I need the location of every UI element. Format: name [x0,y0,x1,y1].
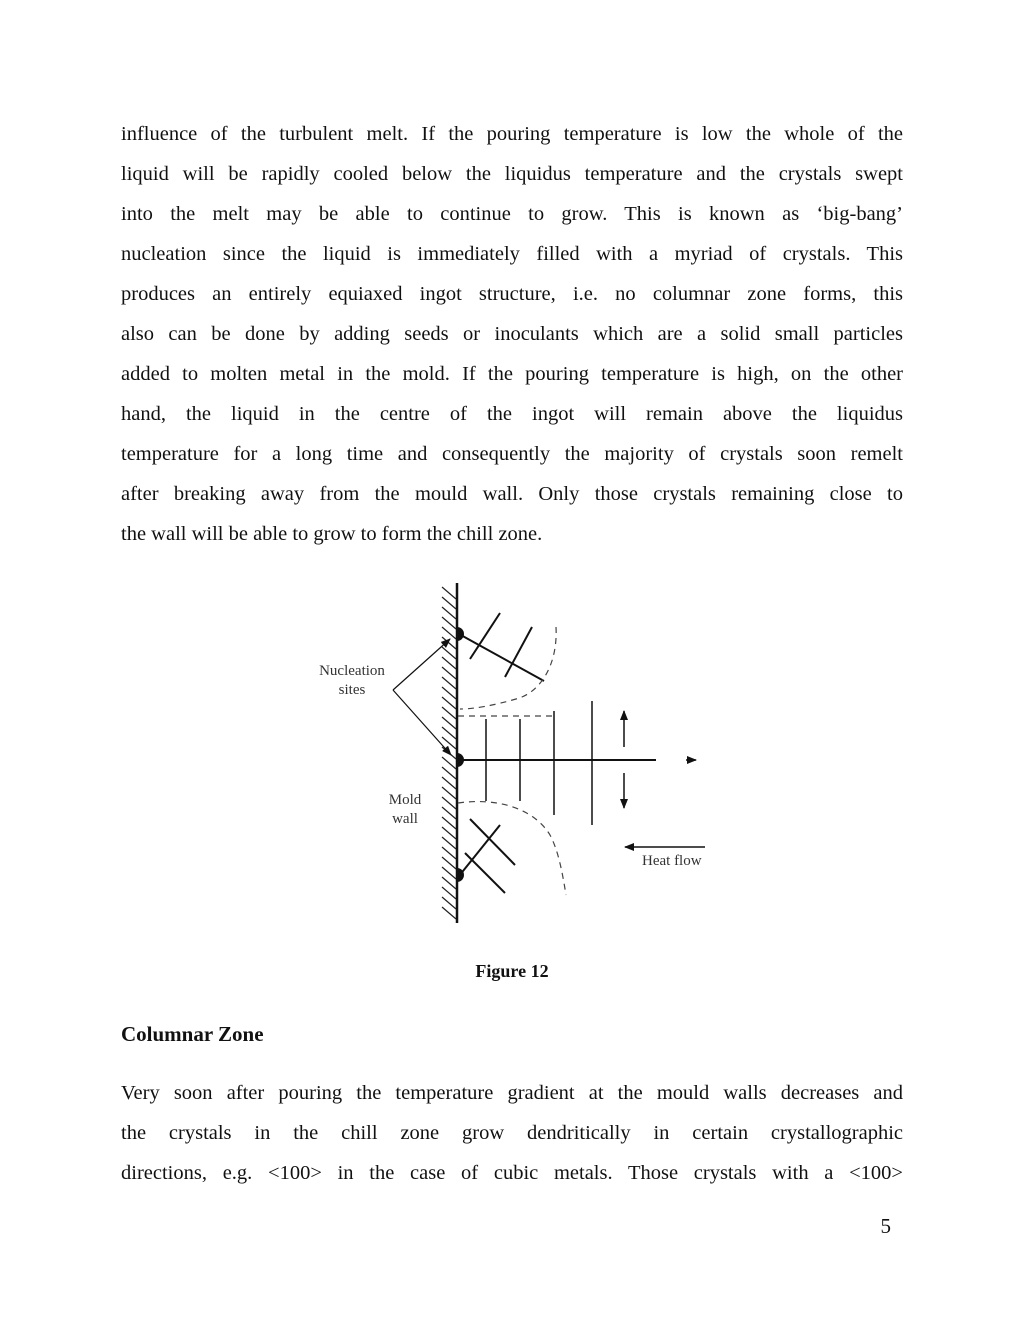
chill-zone-diagram [300,575,730,930]
text-line: added to molten metal in the mold. If the pouring temperature is high, on the other [121,363,903,385]
text-line: hand, the liquid in the centre of the ingot will remain above the liquidus [121,403,903,425]
text-line: also can be done by adding seeds or inoculants which are a solid small particles [121,323,903,345]
text-line: into the melt may be able to continue to grow. This is known as ‘big-bang’ [121,203,903,225]
text-line: the wall will be able to grow to form the chill zone. [121,523,543,545]
body-paragraph-2 [121,1073,903,1193]
page-number: 5 [880,1214,891,1238]
nucleation-label-line2: sites [338,682,366,698]
text-line: directions, e.g. <100> in the case of cubic metals. Those crystals with a <100> [121,1162,903,1184]
text-line: the crystals in the chill zone grow dendritically in certain crystallographic [121,1122,903,1144]
heat-flow-label: Heat flow [642,853,702,869]
text-line: liquid will be rapidly cooled below the liquidus temperature and the crystals swept [121,163,903,185]
mold-wall-label-line2: wall [392,811,418,827]
text-line: produces an entirely equiaxed ingot structure, i.e. no columnar zone forms, this [121,283,903,305]
nucleation-label-line1: Nucleation [319,663,385,679]
text-line: nucleation since the liquid is immediately filled with a myriad of crystals. This [121,243,903,265]
text-line: influence of the turbulent melt. If the pouring temperature is low the whole of the [121,123,903,145]
body-paragraph-1 [121,114,903,554]
text-line: after breaking away from the mould wall. Only those crystals remaining close to [121,483,903,505]
dendrite-middle-arms [486,701,592,825]
section-heading: Columnar Zone [121,1022,264,1046]
dendrite-top [459,613,544,681]
dendrite-bottom [459,819,515,893]
text-line: Very soon after pouring the temperature gradient at the mould walls decreases and [121,1082,903,1104]
figure-caption: Figure 12 [475,961,549,981]
mold-wall-label-line1: Mold [388,792,422,808]
text-line: temperature for a long time and consequently the majority of crystals soon remelt [121,443,903,465]
